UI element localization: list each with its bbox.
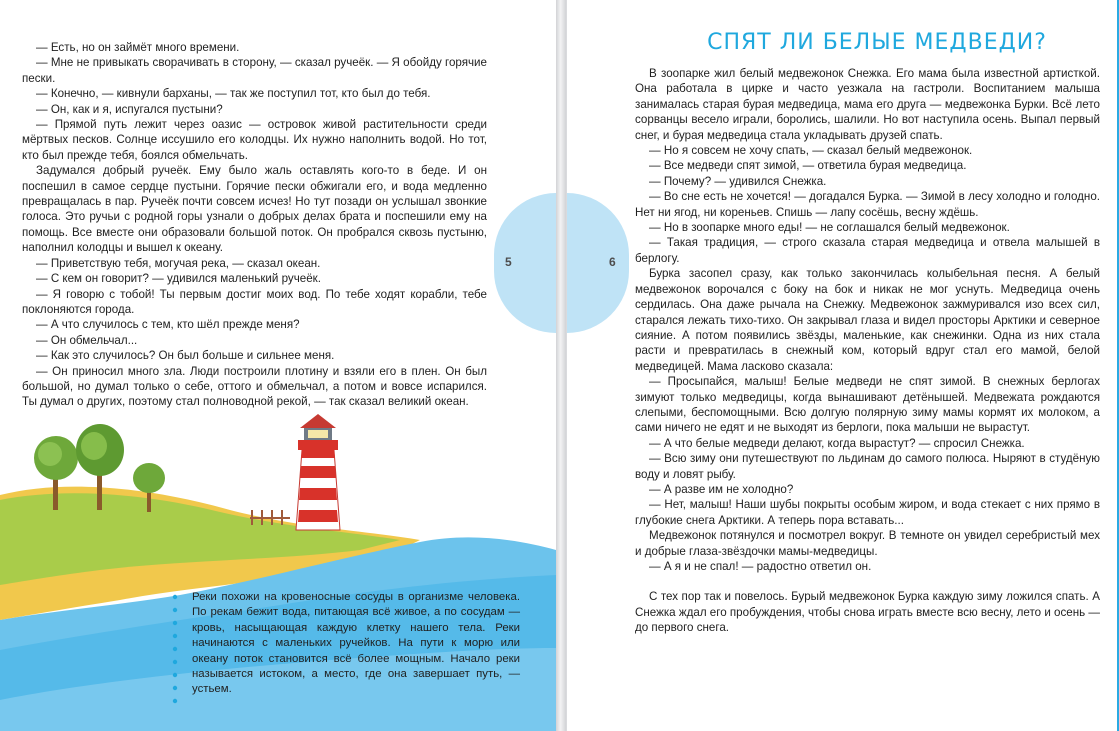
left-page — [0, 0, 556, 731]
paragraph: — А что белые медведи делают, когда вырастут? — спросил Снежка. — [649, 436, 1025, 450]
paragraph: — Он обмельчал... — [36, 333, 138, 347]
story-title: СПЯТ ЛИ БЕЛЫЕ МЕДВЕДИ? — [707, 30, 1047, 55]
paragraph: — Приветствую тебя, могучая река, — сказал океан. — [36, 256, 321, 270]
story-text-left — [22, 40, 487, 410]
paragraph: — Во сне есть не хочется! — догадался Бурка. — Зимой в лесу холодно и голодно. Нет ни ягод, ни кореньев. Спишь — лапу сосёшь, весну ждёшь. — [635, 190, 1100, 219]
paragraph: — Просыпайся, малыш! Белые медведи не спят зимой. В снежных берлогах зимуют только медведицы, когда вынашивают детёнышей. Медвежата рождаются слепыми, беспомощными. Всю долгую полярную зиму мамы кормят их молоком, а сами ничего не едят и не выходят из берлоги, пока малыши не вырастут. — [635, 375, 1100, 435]
paragraph: — Прямой путь лежит через оазис — островок живой растительности среди мёртвых песков. Солнце иссушило его колодцы. Их нужно наполнить водой. Но тот, кто был прежде тебя, боялся обмельчать. — [22, 118, 487, 162]
paragraph: — Конечно, — кивнули барханы, — так же поступил тот, кто был до тебя. — [36, 87, 431, 101]
paragraph: — Он приносил много зла. Люди построили плотину и взяли его в плен. Он был большой, но думал только о себе, оттого и обмельчал, а потом и вовсе испарился. Ты думал о других, поэтому стал полноводной рекой, — так сказал великий океан. — [22, 364, 487, 409]
paragraph: — Но я совсем не хочу спать, — сказал белый медвежонок. — [649, 144, 973, 158]
paragraph: — С кем он говорит? — удивился маленький ручеёк. — [36, 272, 321, 286]
paragraph: — А что случилось с тем, кто шёл прежде меня? — [36, 318, 300, 332]
page-tab — [567, 193, 629, 333]
paragraph: — Почему? — удивился Снежка. — [649, 174, 827, 188]
page-tab — [494, 193, 556, 333]
story-text-right — [635, 66, 1100, 636]
paragraph: — Но в зоопарке много еды! — не соглашался белый медвежонок. — [649, 221, 1010, 235]
right-page — [566, 0, 1119, 731]
paragraph: — Как это случилось? Он был больше и сильнее меня. — [36, 349, 335, 363]
paragraph: — А я и не спал! — радостно ответил он. — [649, 560, 872, 573]
paragraph: — Я говорю с тобой! Ты первым достиг моих вод. По тебе ходят корабли, тебе поклоняются города. — [22, 287, 487, 316]
paragraph: — Он, как и я, испугался пустыни? — [36, 102, 223, 116]
lighthouse-illustration — [296, 414, 340, 530]
paragraph: С тех пор так и повелось. Бурый медвежонок Бурка каждую зиму ложился спать. А Снежка ждал его пробуждения, чтобы снова играть вместе всю весну, лето и осень — до первого снега. — [635, 590, 1100, 635]
page-number: 5 — [505, 255, 512, 269]
paragraph: — Все медведи спят зимой, — ответила бурая медведица. — [649, 159, 967, 173]
info-box — [170, 590, 520, 698]
paragraph-gap — [635, 574, 1100, 589]
info-text: Реки похожи на кровеносные сосуды в организме человека. По рекам бежит вода, питающая всё живое, а по сосудам — кровь, насыщающая каждую клетку нашего тела. Реки начинаются с маленьких ручейков. На пути к морю или океану поток становится всё более мощным. Начало реки называется истоком, а место, где она завершает путь, — устьем. — [192, 591, 520, 696]
book-gutter — [556, 0, 566, 731]
paragraph: — Такая традиция, — строго сказала старая медведица и отвела малышей в берлогу. — [635, 236, 1100, 265]
paragraph: — Всю зиму они путешествуют по льдинам до самого полюса. Ныряют в студёную воду и ловят рыбу. — [635, 452, 1100, 481]
page-number: 6 — [609, 255, 616, 269]
paragraph: — Нет, малыш! Наши шубы покрыты особым жиром, и вода стекает с них прямо в глубокие снега Арктики. А теперь пора вставать... — [635, 498, 1100, 527]
paragraph: Медвежонок потянулся и посмотрел вокруг. В темноте он увидел серебристый мех и добрые глаза-звёздочки мамы-медведицы. — [635, 529, 1100, 558]
paragraph: — Есть, но он займёт много времени. — [36, 41, 240, 54]
paragraph: — А разве им не холодно? — [649, 482, 794, 496]
paragraph: В зоопарке жил белый медвежонок Снежка. Его мама была известной артисткой. Она работала в цирке и часто уезжала на гастроли. Воспитанием малыша занималась старая бурая медведица, мама его друга — медвежонка Бурки. Всё лето сорванцы весело играли, боролись, шалили. Но вот наступила осень. Выпал первый снег, и бурая медведица стала укладывать друзей спать. — [635, 67, 1100, 142]
paragraph: — Мне не привыкать сворачивать в сторону, — сказал ручеёк. — Я обойду горячие пески. — [22, 56, 487, 85]
paragraph: Бурка засопел сразу, как только закончилась колыбельная песня. А белый медвежонок ворочался с боку на бок и никак не мог уснуть. Медведица очень сердилась. Она даже рычала на Снежку. Медвежонок зажмуривался изо всех сил, старался лежать тихо-тихо. Он закрывал глаза и видел просторы Арктики и северное сияние. А потом появились звёзды, маленькие, как снежинки. Одна из них стала расти и превратилась в снежный ком, который вдруг стал его мамой, белой медведицей. Мама ласково сказала: — [635, 267, 1100, 373]
paragraph: Задумался добрый ручеёк. Ему было жаль оставлять кого-то в беде. И он поспешил в самое сердце пустыни. Горячие пески обжигали его, и вода медленно превращалась в пар. Ручеёк почти совсем исчез! Но тут позади он услышал звонкие голоса. Это ручьи с родной горы узнали о добрых делах брата и поспешили ему на помощь. Все вместе они образовали большой поток. Он пробрался сквозь пустыню, наполнил колодцы и вышел к океану. — [22, 164, 487, 255]
